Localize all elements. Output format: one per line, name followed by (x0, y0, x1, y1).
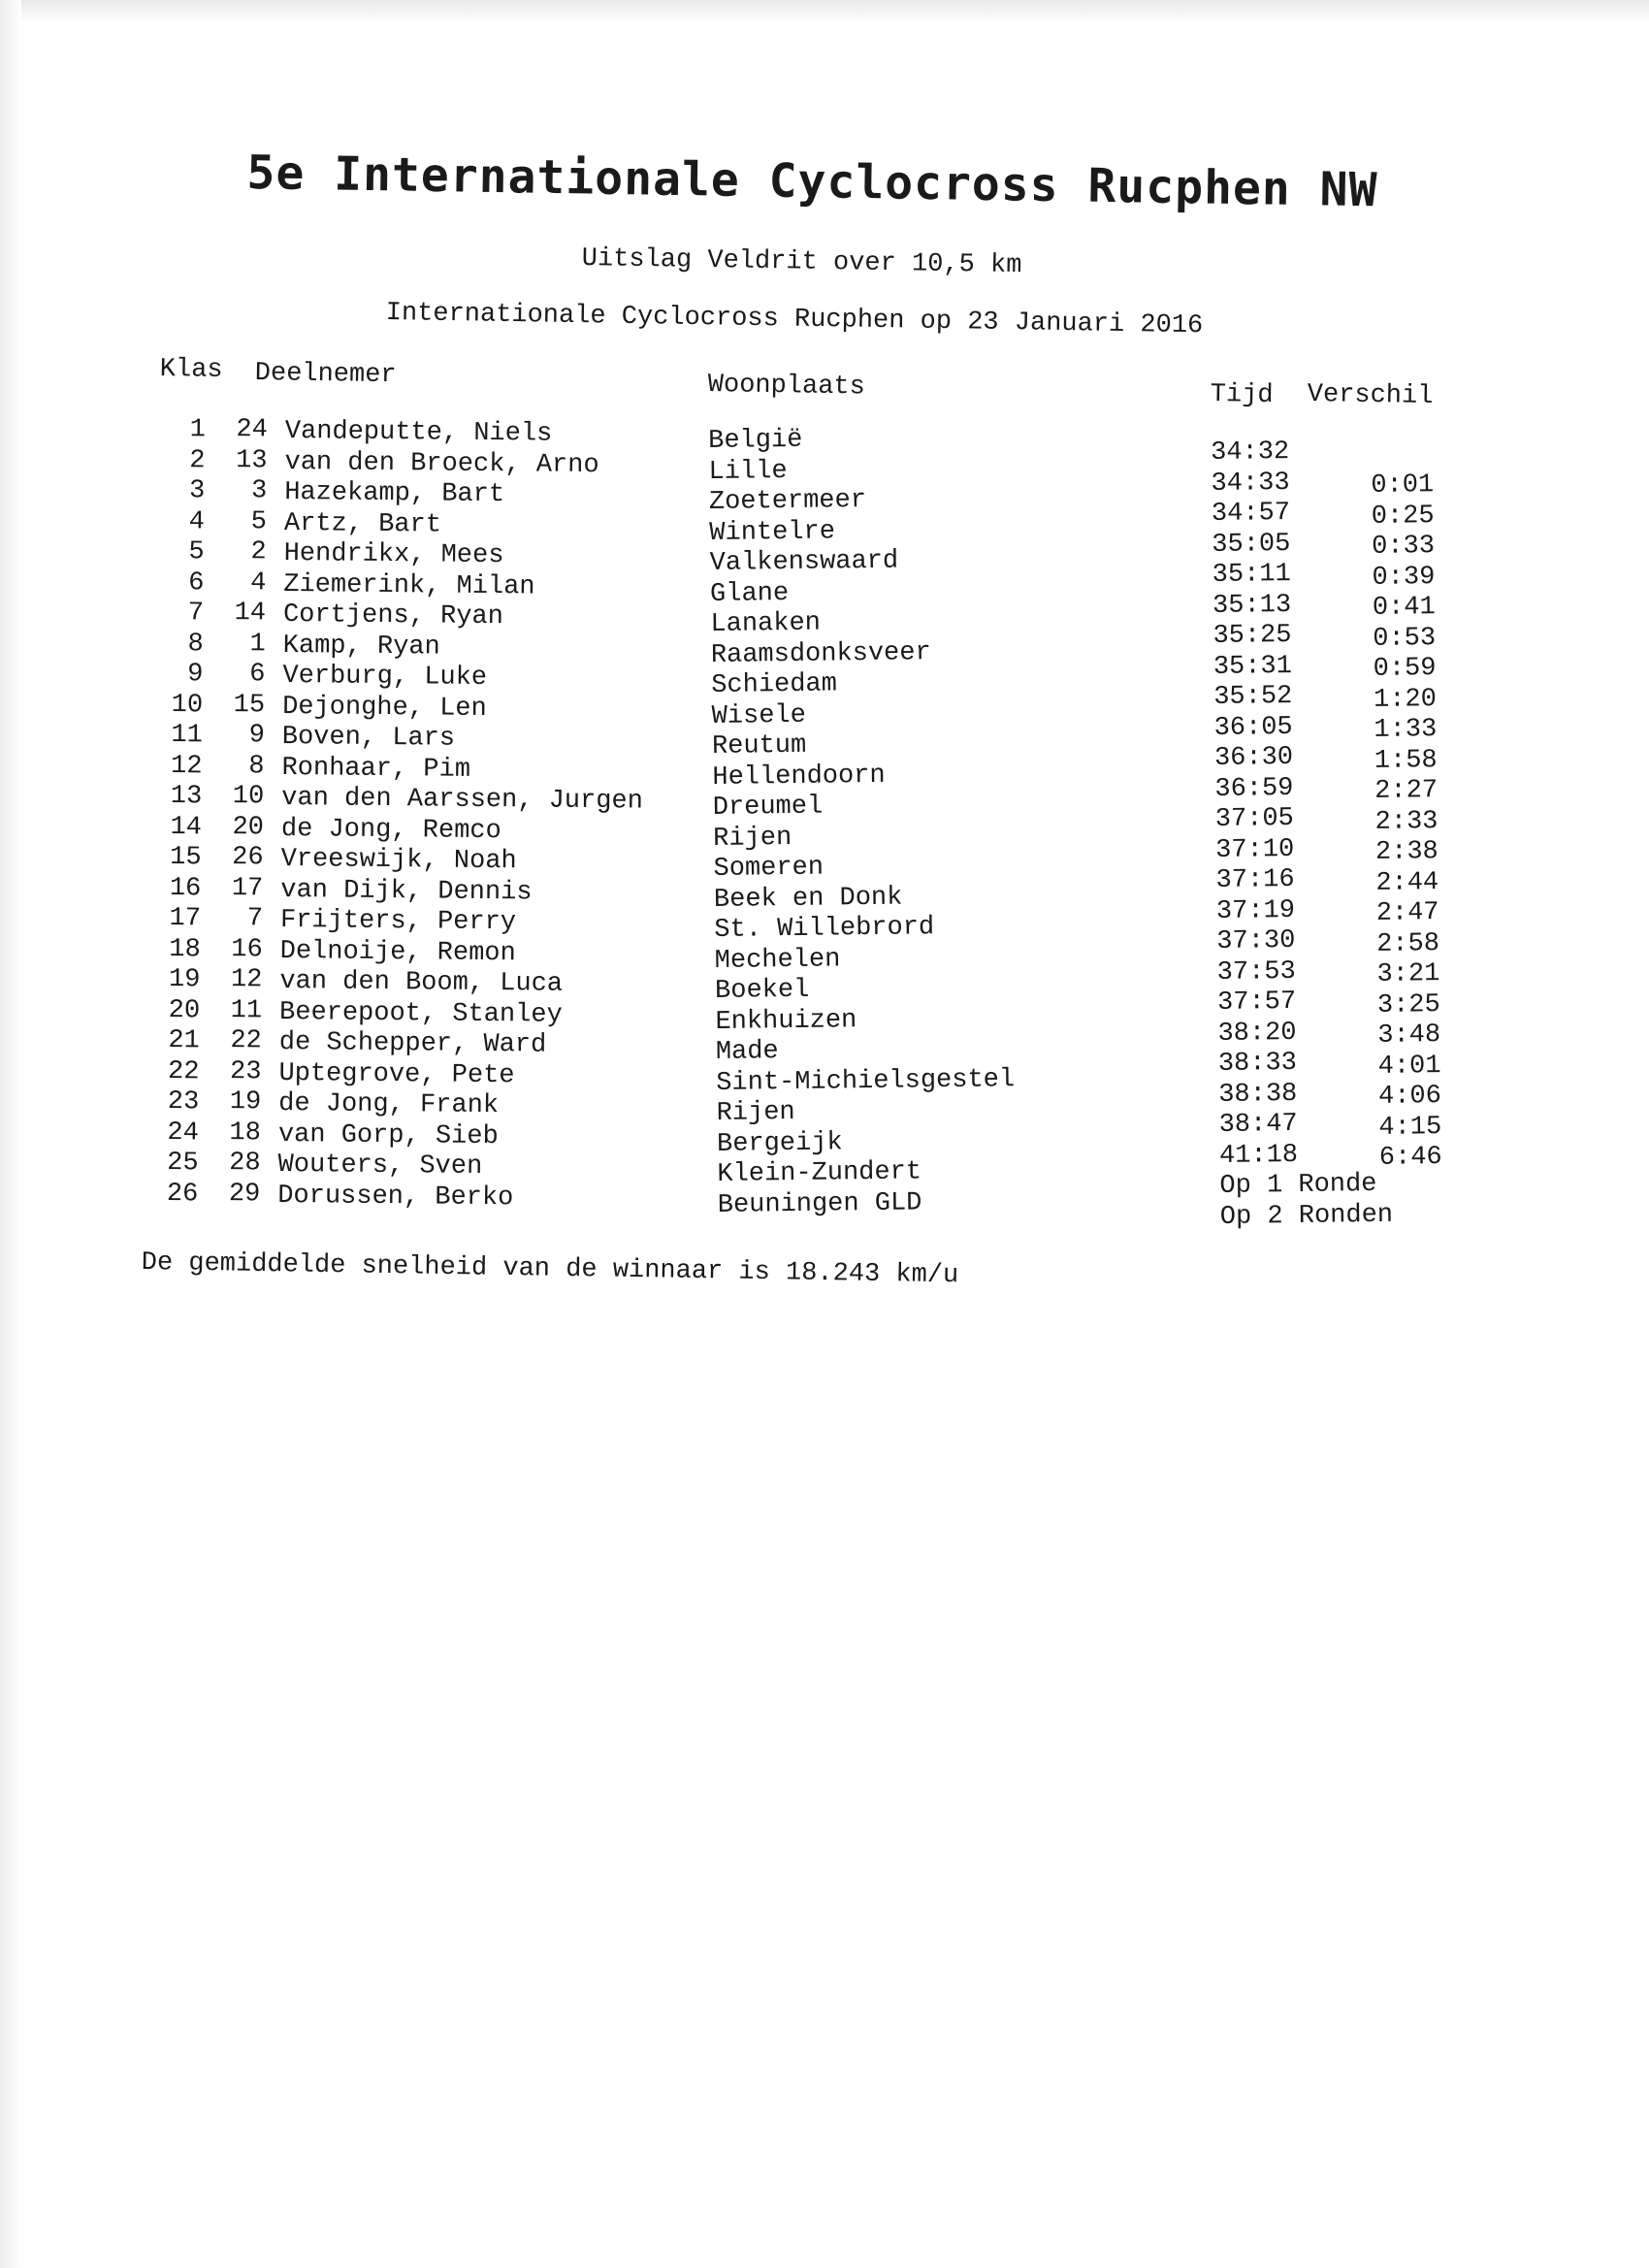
header-klas: Klas (159, 355, 223, 386)
woonplaats-cell: Wisele (711, 700, 807, 731)
startnummer-cell: 26 (232, 843, 264, 873)
woonplaats-cell: Zoetermeer (708, 486, 867, 517)
deelnemer-cell: Ronhaar, Pim (281, 753, 471, 785)
tijd-cell: 37:30 (1216, 925, 1296, 956)
deelnemer-cell: Boven, Lars (281, 722, 456, 754)
tijd-cell: Op 2 Ronden (1219, 1200, 1394, 1232)
verschil-cell: 4:15 (1378, 1112, 1442, 1143)
deelnemer-cell: Beerepoot, Stanley (278, 997, 563, 1030)
verschil-cell: 0:01 (1371, 470, 1435, 501)
klas-cell: 4 (188, 506, 206, 536)
startnummer-cell: 4 (249, 567, 267, 598)
verschil-cell: 2:38 (1374, 837, 1439, 867)
woonplaats-cell: Valkenswaard (709, 546, 899, 578)
woonplaats-cell: België (708, 425, 803, 456)
startnummer-cell: 13 (236, 445, 268, 475)
woonplaats-cell: Beuningen GLD (717, 1187, 922, 1220)
klas-cell: 2 (189, 445, 206, 475)
woonplaats-cell: Someren (713, 853, 824, 884)
deelnemer-cell: Cortjens, Ryan (282, 599, 504, 632)
column-verschil (1366, 470, 1442, 1174)
woonplaats-cell: Hellendoorn (712, 761, 886, 793)
klas-cell: 5 (188, 537, 205, 567)
klas-cell: 26 (166, 1179, 199, 1209)
klas-cell: 13 (170, 782, 203, 812)
klas-cell: 8 (187, 629, 204, 659)
deelnemer-cell: Delnoije, Remon (279, 936, 516, 968)
klas-cell: 22 (167, 1056, 200, 1086)
deelnemer-cell: Wouters, Sven (277, 1150, 483, 1182)
verschil-cell: 4:01 (1377, 1051, 1441, 1082)
deelnemer-cell: Kamp, Ryan (282, 631, 440, 663)
klas-cell: 15 (170, 843, 202, 873)
startnummer-cell: 12 (230, 965, 263, 995)
startnummer-cell: 17 (231, 873, 264, 903)
verschil-cell: 1:20 (1373, 684, 1438, 715)
klas-cell: 21 (168, 1026, 200, 1056)
deelnemer-cell: Dejonghe, Len (281, 692, 487, 724)
tijd-cell: 38:38 (1218, 1079, 1298, 1110)
deelnemer-cell: van den Broeck, Arno (284, 447, 599, 480)
column-klas (159, 415, 206, 1210)
woonplaats-cell: Raamsdonksveer (710, 637, 931, 670)
verschil-cell: 4:06 (1377, 1082, 1442, 1112)
header-verschil: Verschil (1307, 380, 1434, 412)
woonplaats-cell: Rijen (716, 1097, 795, 1128)
deelnemer-cell: van den Aarssen, Jurgen (281, 783, 644, 817)
tijd-cell: 37:10 (1215, 834, 1295, 865)
klas-cell: 12 (170, 751, 203, 781)
tijd-cell: 35:52 (1213, 681, 1293, 712)
klas-cell: 1 (189, 415, 206, 445)
winner-average-speed: De gemiddelde snelheid van de winnaar is 18.243 km/u (141, 1248, 959, 1291)
startnummer-cell: 3 (250, 476, 268, 506)
verschil-cell: 3:25 (1376, 989, 1440, 1021)
column-tijd (1211, 437, 1393, 1233)
tijd-cell: 35:11 (1212, 560, 1291, 590)
klas-cell: 14 (170, 812, 203, 842)
startnummer-cell: 11 (230, 995, 263, 1025)
woonplaats-cell: Bergeijk (716, 1127, 843, 1159)
verschil-cell: 0:41 (1372, 593, 1436, 623)
deelnemer-cell: Frijters, Perry (279, 905, 517, 938)
deelnemer-cell: Uptegrove, Pete (278, 1058, 515, 1090)
woonplaats-cell: Klein-Zundert (717, 1157, 922, 1189)
woonplaats-cell: Reutum (711, 730, 807, 761)
startnummer-cell: 9 (248, 721, 265, 751)
verschil-cell: 0:53 (1373, 623, 1437, 654)
startnummer-cell: 28 (229, 1149, 261, 1179)
deelnemer-cell: Verburg, Luke (282, 661, 488, 694)
woonplaats-cell: Lanaken (710, 608, 822, 639)
tijd-cell: 37:16 (1215, 864, 1295, 895)
woonplaats-cell: Enkhuizen (715, 1005, 857, 1037)
deelnemer-cell: de Schepper, Ward (278, 1027, 547, 1060)
tijd-cell: 35:05 (1212, 529, 1291, 560)
klas-cell: 3 (188, 476, 206, 506)
scan-edge-left (0, 0, 21, 2268)
startnummer-cell: 10 (232, 782, 265, 812)
woonplaats-cell: Boekel (714, 975, 810, 1006)
startnummer-cell: 23 (229, 1056, 262, 1086)
klas-cell: 7 (187, 599, 205, 629)
verschil-cell: 0:25 (1371, 501, 1435, 532)
header-deelnemer: Deelnemer (254, 359, 397, 391)
woonplaats-cell: Glane (709, 578, 790, 609)
startnummer-cell: 19 (229, 1087, 262, 1118)
tijd-cell: 41:18 (1218, 1140, 1299, 1171)
verschil-cell: 3:48 (1377, 1021, 1441, 1051)
klas-cell: 16 (169, 873, 202, 903)
verschil-cell: 2:44 (1375, 867, 1439, 898)
klas-cell: 24 (167, 1118, 200, 1148)
woonplaats-cell: St. Willebrord (714, 913, 935, 945)
verschil-cell: 1:33 (1374, 715, 1438, 745)
deelnemer-cell: Vandeputte, Niels (284, 417, 553, 449)
klas-cell: 20 (168, 995, 201, 1025)
startnummer-cell: 14 (234, 599, 267, 629)
klas-cell: 23 (167, 1087, 200, 1118)
startnummer-cell: 22 (230, 1026, 262, 1056)
startnummer-cell: 24 (236, 415, 268, 445)
tijd-cell: 37:19 (1215, 895, 1296, 926)
woonplaats-cell: Dreumel (712, 792, 824, 823)
tijd-cell: 35:25 (1212, 620, 1292, 651)
tijd-cell: 38:20 (1217, 1018, 1297, 1049)
woonplaats-cell: Sint-Michielsgestel (716, 1064, 1016, 1098)
tijd-cell: 35:31 (1212, 651, 1293, 682)
deelnemer-cell: Vreeswijk, Noah (280, 844, 517, 877)
startnummer-cell: 15 (233, 690, 266, 720)
deelnemer-cell: van den Boom, Luca (279, 966, 564, 999)
woonplaats-cell: Lille (708, 456, 788, 487)
startnummer-cell: 29 (228, 1179, 261, 1209)
woonplaats-cell: Beek en Donk (713, 883, 903, 915)
startnummer-cell: 6 (249, 660, 266, 690)
startnummer-cell: 5 (250, 506, 268, 536)
tijd-cell: 37:05 (1214, 803, 1294, 834)
klas-cell: 11 (171, 721, 203, 751)
verschil-cell: 1:58 (1374, 745, 1438, 776)
startnummer-cell: 20 (232, 812, 265, 842)
verschil-cell: 2:47 (1375, 898, 1439, 928)
deelnemer-cell: de Jong, Frank (278, 1088, 500, 1121)
woonplaats-cell: Made (715, 1037, 779, 1067)
deelnemer-cell: van Gorp, Sieb (277, 1119, 499, 1151)
verschil-cell: 2:27 (1374, 776, 1439, 806)
document-subtitle-distance: Uitslag Veldrit over 10,5 km (581, 244, 1022, 281)
tijd-cell: 38:47 (1218, 1109, 1298, 1140)
klas-cell: 17 (169, 904, 202, 934)
tijd-cell: Op 1 Ronde (1219, 1169, 1377, 1201)
startnummer-cell: 7 (246, 904, 264, 934)
startnummer-cell: 2 (250, 537, 267, 567)
klas-cell: 6 (187, 567, 205, 598)
woonplaats-cell: Schiedam (711, 669, 838, 700)
tijd-cell: 34:57 (1211, 499, 1291, 529)
deelnemer-cell: Dorussen, Berko (277, 1181, 514, 1213)
column-woonplaats (708, 423, 1017, 1221)
startnummer-cell: 16 (231, 934, 263, 964)
tijd-cell: 34:32 (1211, 437, 1290, 468)
klas-cell: 18 (169, 934, 201, 964)
verschil-cell: 0:33 (1371, 532, 1436, 562)
tijd-cell: 36:30 (1213, 742, 1294, 773)
startnummer-cell: 8 (248, 751, 265, 781)
tijd-cell: 34:33 (1211, 468, 1290, 499)
column-startnummer (217, 415, 268, 1210)
header-woonplaats: Woonplaats (707, 371, 866, 403)
tijd-cell: 37:53 (1216, 956, 1296, 988)
woonplaats-cell: Rijen (713, 823, 792, 854)
document-subtitle-event: Internationale Cyclocross Rucphen op 23 Januari 2016 (385, 299, 1204, 341)
verschil-cell: 2:58 (1375, 928, 1440, 959)
tijd-cell: 36:59 (1214, 773, 1294, 804)
header-tijd: Tijd (1210, 380, 1274, 411)
tijd-cell: 36:05 (1213, 712, 1293, 743)
document-title: 5e Internationale Cyclocross Rucphen NW (246, 146, 1378, 218)
klas-cell: 10 (171, 690, 204, 720)
scan-edge-top (0, 0, 1649, 23)
tijd-cell: 38:33 (1217, 1048, 1298, 1079)
deelnemer-cell: Hendrikx, Mees (283, 538, 504, 571)
verschil-cell: 3:21 (1376, 959, 1440, 989)
klas-cell: 9 (187, 660, 204, 690)
verschil-cell: 6:46 (1378, 1143, 1442, 1173)
startnummer-cell: 1 (249, 629, 266, 659)
deelnemer-cell: van Dijk, Dennis (280, 875, 533, 907)
deelnemer-cell: de Jong, Remco (280, 814, 501, 846)
klas-cell: 19 (168, 965, 201, 995)
verschil-cell: 0:39 (1372, 562, 1436, 593)
tijd-cell: 35:13 (1212, 590, 1292, 621)
woonplaats-cell: Mechelen (714, 944, 841, 976)
deelnemer-cell: Hazekamp, Bart (284, 477, 505, 510)
verschil-cell: 2:33 (1374, 806, 1439, 837)
tijd-cell: 37:57 (1216, 987, 1297, 1018)
startnummer-cell: 18 (229, 1118, 262, 1148)
deelnemer-cell: Artz, Bart (283, 508, 442, 540)
deelnemer-cell: Ziemerink, Milan (283, 569, 535, 601)
klas-cell: 25 (167, 1149, 199, 1179)
verschil-cell: 0:59 (1373, 654, 1437, 684)
column-deelnemer (277, 417, 647, 1215)
woonplaats-cell: Wintelre (709, 516, 836, 548)
